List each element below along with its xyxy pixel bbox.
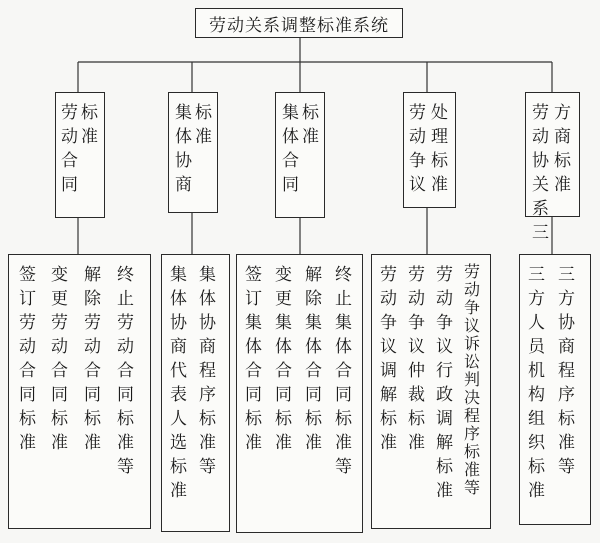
glyph: 等: [199, 457, 216, 477]
glyph: 劳: [19, 313, 36, 333]
glyph: 劳: [532, 103, 549, 123]
glyph: 议: [380, 337, 397, 357]
glyph: 程: [558, 361, 575, 381]
glyph: 体: [335, 337, 352, 357]
glyph: 表: [170, 385, 187, 405]
glyph: 准: [245, 433, 262, 453]
glyph: 方: [554, 103, 571, 123]
glyph: 商: [554, 127, 571, 147]
detail-col: [245, 263, 262, 455]
glyph: 动: [19, 337, 36, 357]
glyph: 合: [117, 361, 134, 381]
detail-box-labor-dispute: [371, 254, 491, 529]
glyph: 同: [19, 385, 36, 405]
glyph: 动: [51, 337, 68, 357]
glyph: 程: [464, 406, 481, 425]
branch-box-collective-contract: [275, 92, 325, 218]
glyph: 合: [19, 361, 36, 381]
glyph: 标: [408, 409, 425, 429]
detail-col: [464, 263, 480, 497]
glyph: 终: [335, 265, 352, 285]
branch-col: [302, 101, 319, 149]
branch-col: [81, 101, 98, 149]
glyph: 判: [464, 370, 481, 389]
glyph: 协: [532, 151, 549, 171]
detail-box-tripartite: [519, 254, 591, 525]
glyph: 序: [558, 385, 575, 405]
glyph: 行: [436, 361, 453, 381]
glyph: 合: [335, 361, 352, 381]
glyph: 劳: [408, 265, 425, 285]
glyph: 准: [554, 175, 571, 195]
glyph: 更: [275, 289, 292, 309]
glyph: 同: [282, 175, 299, 195]
glyph: 体: [282, 127, 299, 147]
glyph: 标: [464, 442, 481, 461]
glyph: 标: [528, 457, 545, 477]
glyph: 政: [436, 385, 453, 405]
glyph: 裁: [408, 385, 425, 405]
detail-col: [19, 263, 36, 455]
glyph: 同: [305, 385, 322, 405]
glyph: 选: [170, 433, 187, 453]
glyph: 准: [408, 433, 425, 453]
branch-box-labor-dispute: [403, 92, 456, 208]
glyph: 签: [245, 265, 262, 285]
detail-box-labor-contract: [8, 254, 151, 529]
glyph: 动: [464, 280, 481, 299]
detail-col: [558, 263, 575, 479]
glyph: 动: [409, 127, 426, 147]
glyph: 商: [199, 337, 216, 357]
detail-col: [528, 263, 545, 503]
glyph: 准: [528, 481, 545, 501]
glyph: 协: [175, 151, 192, 171]
glyph: 集: [282, 103, 299, 123]
glyph: 解: [305, 265, 322, 285]
glyph: 争: [409, 151, 426, 171]
detail-col: [335, 263, 352, 479]
glyph: 止: [335, 289, 352, 309]
glyph: 议: [409, 175, 426, 195]
glyph: 诉: [464, 334, 481, 353]
glyph: 动: [436, 289, 453, 309]
glyph: 集: [245, 313, 262, 333]
glyph: 同: [117, 385, 134, 405]
glyph: 解: [380, 385, 397, 405]
glyph: 同: [335, 385, 352, 405]
glyph: 动: [84, 337, 101, 357]
glyph: 准: [305, 433, 322, 453]
glyph: 程: [199, 361, 216, 381]
glyph: 商: [175, 175, 192, 195]
glyph: 劳: [436, 265, 453, 285]
glyph: 动: [117, 337, 134, 357]
glyph: 准: [335, 433, 352, 453]
glyph: 标: [81, 103, 98, 123]
glyph: 标: [51, 409, 68, 429]
glyph: 关: [532, 175, 549, 195]
glyph: 订: [19, 289, 36, 309]
glyph: 准: [302, 127, 319, 147]
root-title: 劳动关系调整标准系统: [209, 15, 389, 36]
glyph: 体: [175, 127, 192, 147]
branch-box-tripartite: [525, 92, 580, 243]
branch-col: [431, 101, 448, 197]
glyph: 序: [464, 424, 481, 443]
glyph: 同: [245, 385, 262, 405]
branch-col: [554, 101, 571, 197]
glyph: 准: [464, 460, 481, 479]
glyph: 准: [431, 175, 448, 195]
glyph: 订: [245, 289, 262, 309]
glyph: 准: [195, 127, 212, 147]
glyph: 人: [528, 313, 545, 333]
glyph: 劳: [380, 265, 397, 285]
glyph: 准: [84, 433, 101, 453]
glyph: 准: [19, 433, 36, 453]
glyph: 标: [275, 409, 292, 429]
glyph: 商: [170, 337, 187, 357]
glyph: 集: [170, 265, 187, 285]
glyph: 集: [305, 313, 322, 333]
glyph: 准: [81, 127, 98, 147]
glyph: 合: [275, 361, 292, 381]
glyph: 等: [558, 457, 575, 477]
glyph: 三: [528, 265, 545, 285]
glyph: 组: [528, 409, 545, 429]
glyph: 三: [558, 265, 575, 285]
glyph: 准: [436, 481, 453, 501]
glyph: 劳: [117, 313, 134, 333]
detail-col: [117, 263, 134, 479]
glyph: 机: [528, 361, 545, 381]
glyph: 集: [275, 313, 292, 333]
glyph: 织: [528, 433, 545, 453]
detail-box-collective-contract: [236, 254, 363, 533]
glyph: 等: [117, 457, 134, 477]
glyph: 等: [464, 478, 481, 497]
glyph: 标: [431, 151, 448, 171]
glyph: 准: [558, 433, 575, 453]
glyph: 标: [335, 409, 352, 429]
root-box: [195, 8, 403, 38]
detail-col: [305, 263, 322, 455]
glyph: 合: [282, 151, 299, 171]
detail-col: [436, 263, 453, 503]
glyph: 协: [170, 313, 187, 333]
glyph: 标: [305, 409, 322, 429]
glyph: 商: [558, 337, 575, 357]
glyph: 标: [19, 409, 36, 429]
glyph: 更: [51, 289, 68, 309]
glyph: 协: [558, 313, 575, 333]
glyph: 解: [436, 433, 453, 453]
glyph: 标: [199, 409, 216, 429]
glyph: 准: [380, 433, 397, 453]
detail-col: [199, 263, 216, 479]
detail-box-collective-negotiation: [161, 254, 230, 532]
glyph: 合: [61, 151, 78, 171]
glyph: 标: [117, 409, 134, 429]
glyph: 仲: [408, 361, 425, 381]
glyph: 准: [275, 433, 292, 453]
glyph: 体: [275, 337, 292, 357]
glyph: 体: [305, 337, 322, 357]
glyph: 动: [408, 289, 425, 309]
glyph: 协: [199, 313, 216, 333]
glyph: 劳: [464, 262, 481, 281]
branch-col: [195, 101, 212, 149]
branch-box-labor-contract: [55, 92, 105, 218]
glyph: 调: [380, 361, 397, 381]
glyph: 准: [51, 433, 68, 453]
detail-col: [408, 263, 425, 455]
glyph: 解: [84, 265, 101, 285]
detail-col: [51, 263, 68, 455]
glyph: 体: [199, 289, 216, 309]
glyph: 除: [305, 289, 322, 309]
glyph: 争: [436, 313, 453, 333]
glyph: 同: [275, 385, 292, 405]
glyph: 方: [558, 289, 575, 309]
glyph: 体: [245, 337, 262, 357]
branch-col: [61, 101, 78, 197]
glyph: 构: [528, 385, 545, 405]
glyph: 标: [436, 457, 453, 477]
glyph: 合: [305, 361, 322, 381]
branch-col: [175, 101, 192, 197]
glyph: 签: [19, 265, 36, 285]
glyph: 标: [245, 409, 262, 429]
glyph: 标: [558, 409, 575, 429]
glyph: 序: [199, 385, 216, 405]
glyph: 争: [408, 313, 425, 333]
glyph: 准: [117, 433, 134, 453]
branch-col: [409, 101, 426, 197]
glyph: 终: [117, 265, 134, 285]
glyph: 理: [431, 127, 448, 147]
branch-box-collective-negotiation: [168, 92, 218, 213]
glyph: 合: [84, 361, 101, 381]
glyph: 劳: [84, 313, 101, 333]
glyph: 劳: [409, 103, 426, 123]
glyph: 标: [195, 103, 212, 123]
glyph: 议: [436, 337, 453, 357]
glyph: 止: [117, 289, 134, 309]
glyph: 处: [431, 103, 448, 123]
glyph: 议: [464, 316, 481, 335]
glyph: 三: [532, 223, 549, 243]
detail-col: [84, 263, 101, 455]
glyph: 变: [275, 265, 292, 285]
glyph: 标: [380, 409, 397, 429]
glyph: 合: [245, 361, 262, 381]
glyph: 动: [61, 127, 78, 147]
branch-col: [282, 101, 299, 197]
glyph: 准: [199, 433, 216, 453]
detail-col: [170, 263, 187, 503]
glyph: 劳: [61, 103, 78, 123]
glyph: 讼: [464, 352, 481, 371]
glyph: 调: [436, 409, 453, 429]
detail-col: [380, 263, 397, 455]
glyph: 等: [335, 457, 352, 477]
glyph: 议: [408, 337, 425, 357]
glyph: 代: [170, 361, 187, 381]
glyph: 集: [175, 103, 192, 123]
glyph: 劳: [51, 313, 68, 333]
glyph: 人: [170, 409, 187, 429]
glyph: 同: [51, 385, 68, 405]
glyph: 方: [528, 289, 545, 309]
glyph: 准: [170, 481, 187, 501]
glyph: 标: [170, 457, 187, 477]
glyph: 决: [464, 388, 481, 407]
glyph: 动: [380, 289, 397, 309]
glyph: 标: [84, 409, 101, 429]
glyph: 合: [51, 361, 68, 381]
glyph: 系: [532, 199, 549, 219]
glyph: 体: [170, 289, 187, 309]
glyph: 员: [528, 337, 545, 357]
glyph: 同: [84, 385, 101, 405]
glyph: 动: [532, 127, 549, 147]
glyph: 同: [61, 175, 78, 195]
branch-col: [532, 101, 549, 245]
glyph: 集: [335, 313, 352, 333]
glyph: 变: [51, 265, 68, 285]
glyph: 争: [380, 313, 397, 333]
glyph: 除: [84, 289, 101, 309]
glyph: 标: [554, 151, 571, 171]
glyph: 集: [199, 265, 216, 285]
detail-col: [275, 263, 292, 455]
glyph: 标: [302, 103, 319, 123]
glyph: 争: [464, 298, 481, 317]
